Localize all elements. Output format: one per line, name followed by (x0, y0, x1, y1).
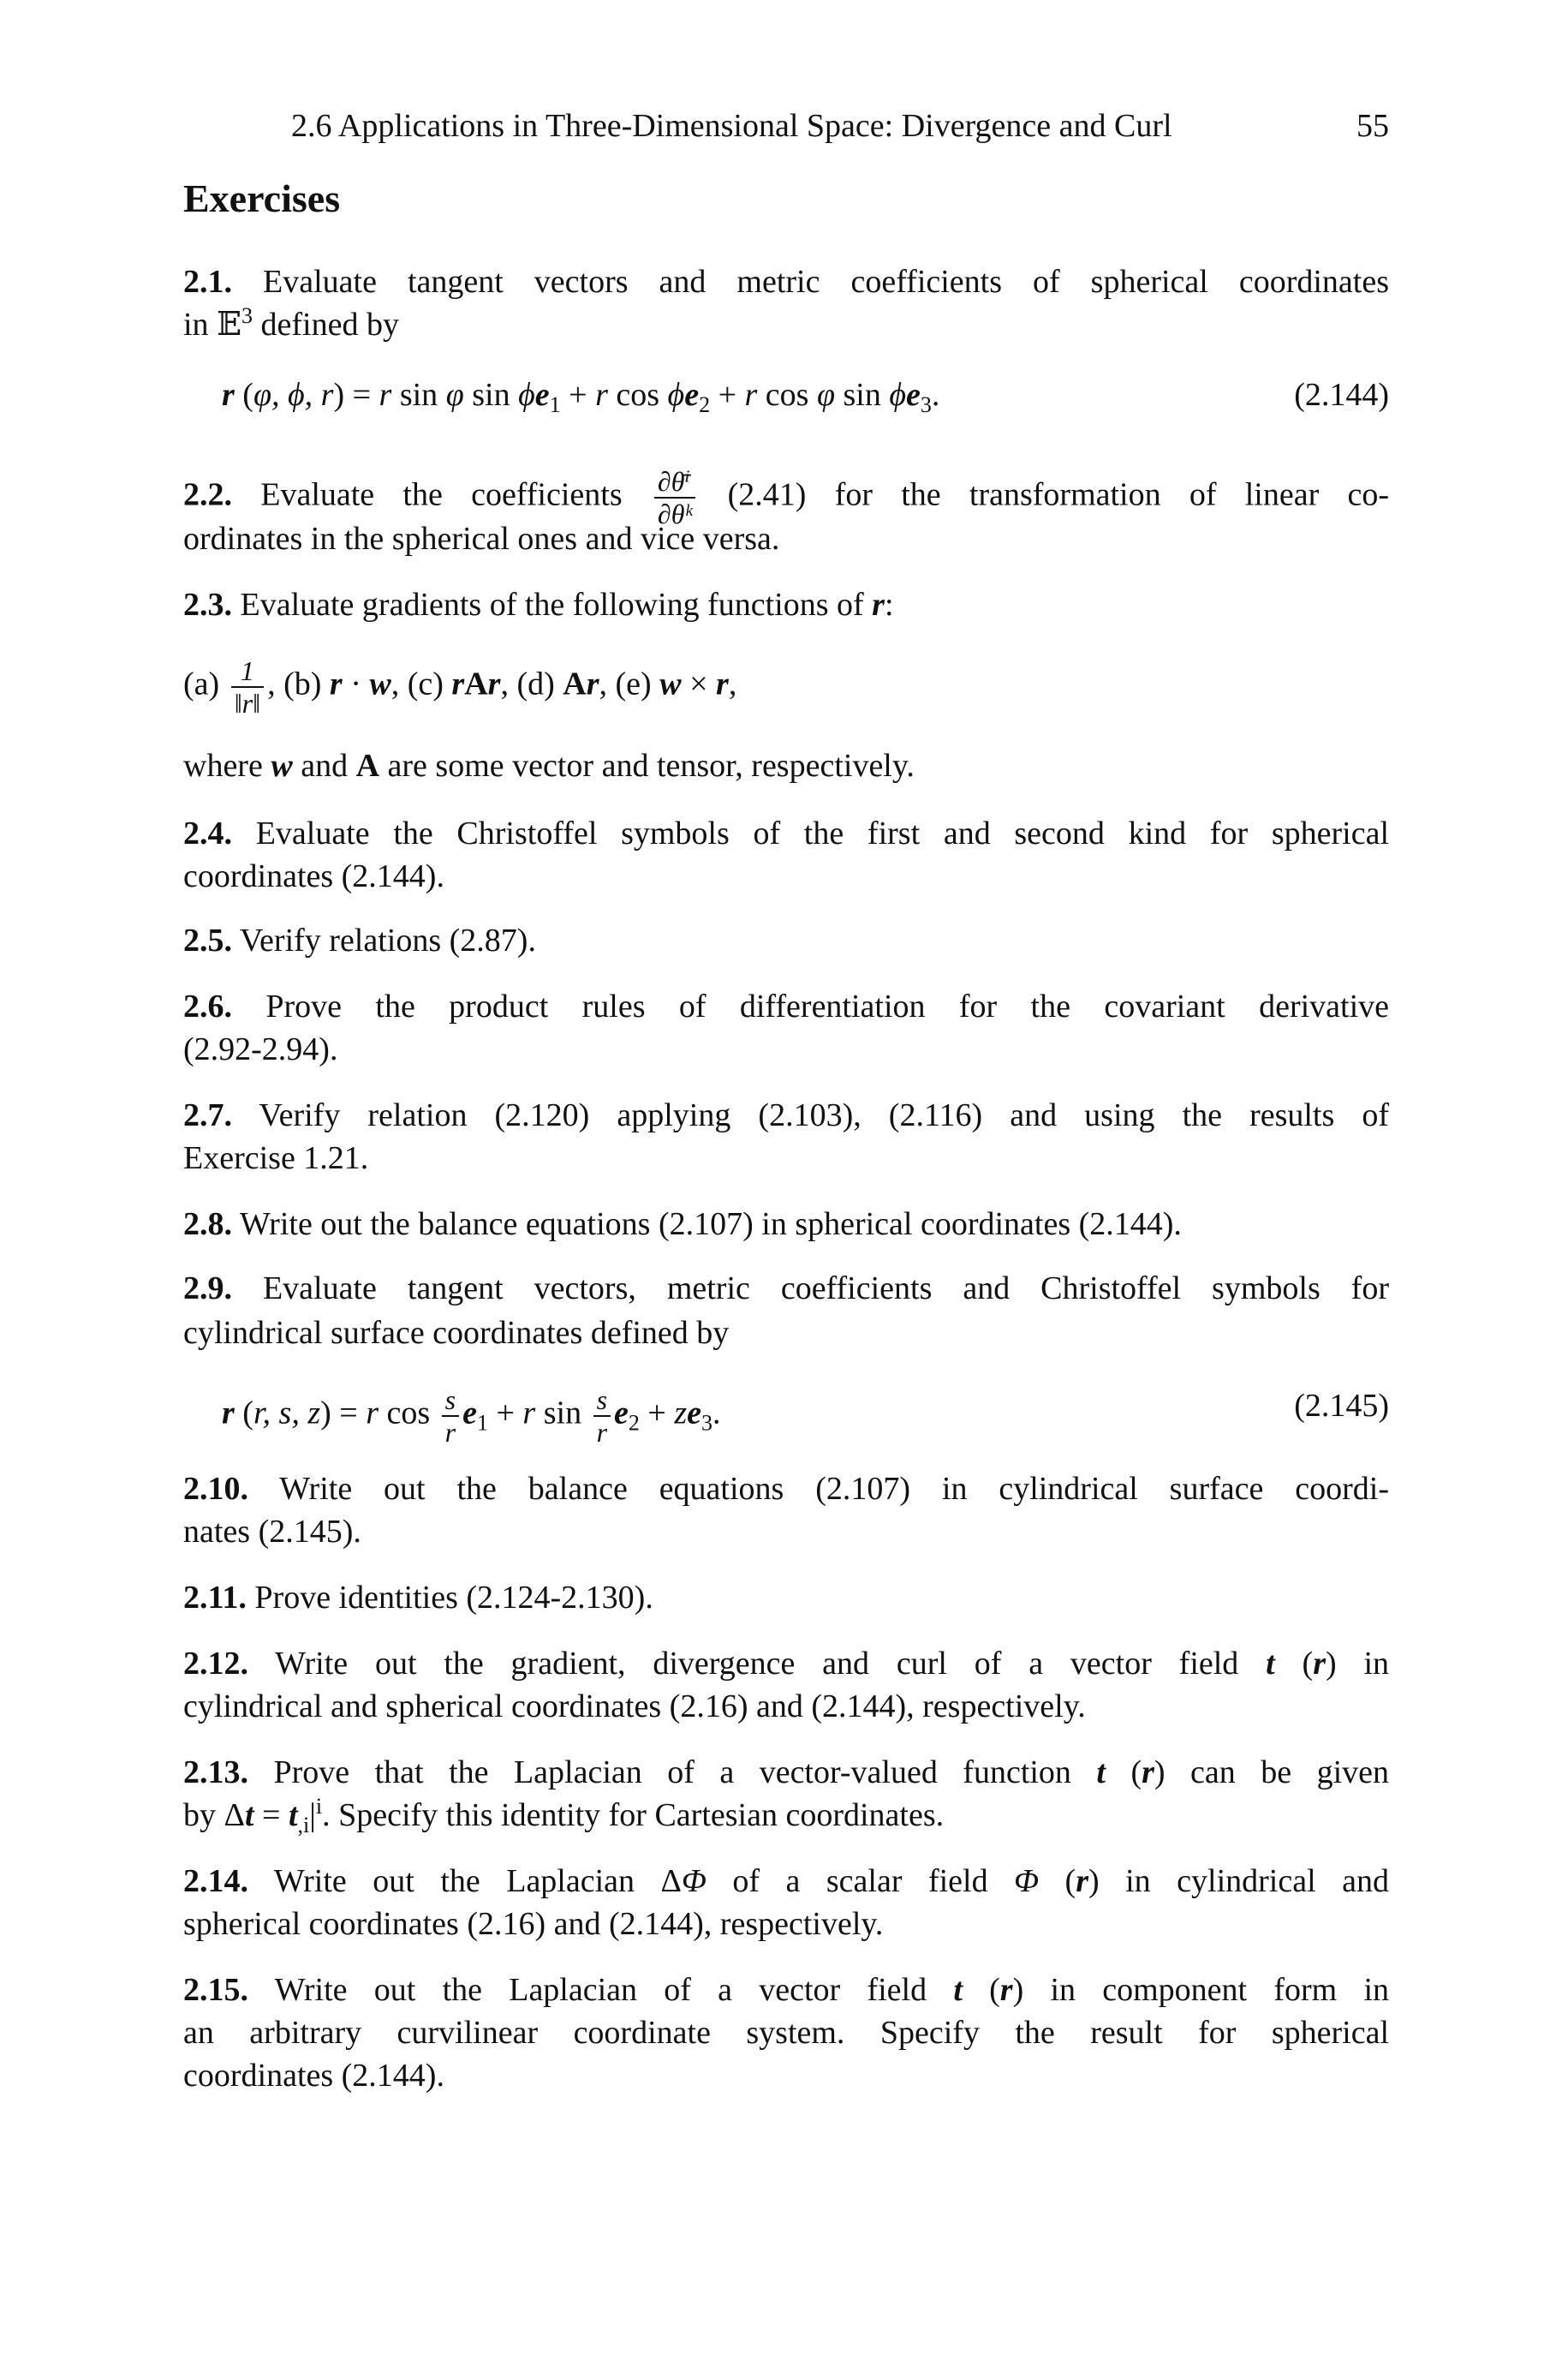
fraction (231, 655, 264, 719)
exercise-line (183, 1311, 1389, 1354)
text-run: coordinates (2.144). (183, 2058, 444, 2094)
text-run: | (309, 1797, 316, 1833)
math-vector: t (953, 1972, 963, 2008)
math-vector: w (369, 666, 391, 702)
text-run: , (d) (500, 666, 563, 702)
math-vector: A (563, 666, 587, 702)
text-run: 𝔼 (217, 307, 242, 343)
text-run: Verify relation (2.120) applying (2.103), (2.116) and using the results of (259, 1097, 1389, 1133)
math-symbol: r (379, 377, 392, 413)
exercise-line (183, 1969, 1389, 2011)
fraction-numerator: 1 (231, 655, 264, 688)
exercise-number: 2.15. (183, 1972, 248, 2008)
text-run: Write out the Laplacian Δ (273, 1863, 682, 1899)
math-vector: r (716, 666, 729, 702)
math-symbol: Φ (681, 1863, 706, 1899)
text-run: Evaluate tangent vectors and metric coefficients of spherical coordinates (263, 264, 1390, 300)
text-run: ordinates in the spherical ones and vice versa. (183, 521, 780, 557)
text-run: Evaluate tangent vectors, metric coefficients and Christoffel symbols for (262, 1270, 1389, 1306)
fraction-denominator: ∂θᵏ (657, 499, 693, 529)
text-run: ) = (333, 377, 379, 413)
text-run: , (728, 666, 737, 702)
equation (222, 1384, 1389, 1448)
equation-label: (2.145) (1294, 1388, 1389, 1424)
math-symbol: φ (816, 377, 835, 413)
exercise-line (183, 1685, 1389, 1728)
text-run: spherical coordinates (2.16) and (2.144), respectively. (183, 1906, 884, 1942)
text-run: nates (2.145). (183, 1514, 361, 1550)
math-vector: w (659, 666, 682, 702)
math-vector: e (684, 377, 700, 413)
exercise-number: 2.14. (183, 1863, 248, 1899)
math-script: i (315, 1794, 323, 1819)
math-vector: e (687, 1395, 702, 1431)
exercise-line (183, 1642, 1389, 1685)
text-run: ) in component form in (1012, 1972, 1390, 2008)
exercise-line (183, 1267, 1389, 1310)
fraction-denominator: r (444, 1417, 456, 1448)
text-run: sin (463, 377, 519, 413)
fraction (442, 1384, 459, 1448)
fraction (593, 1384, 611, 1448)
text-run: sin (391, 377, 446, 413)
text-run: Evaluate the Christoffel symbols of the first and second kind for spherical (255, 816, 1389, 851)
math-script: 1 (476, 1410, 488, 1436)
exercise-number: 2.12. (183, 1646, 248, 1682)
exercise-line (183, 466, 1390, 529)
text-run: × (681, 666, 717, 702)
text-run: . Specify this identity for Cartesian coordinates. (322, 1797, 945, 1833)
exercise-line (183, 2011, 1389, 2054)
math-vector: w (271, 748, 293, 784)
math-vector: r (487, 666, 501, 702)
text-run: sin (535, 1395, 590, 1431)
math-vector: A (355, 748, 380, 784)
text-run: : (884, 587, 894, 623)
exercise-line (183, 1094, 1389, 1137)
exercise-line (183, 1510, 1389, 1553)
exercise-number: 2.4. (183, 816, 232, 851)
math-symbol: z (674, 1395, 688, 1431)
fraction-denominator: r (596, 1417, 608, 1448)
exercise-line (183, 1903, 1389, 1945)
exercise-line (183, 260, 1389, 303)
text-run: are some vector and tensor, respectively. (379, 748, 915, 784)
text-run: , (e) (599, 666, 660, 702)
text-run: and (292, 748, 356, 784)
fraction-numerator: s (593, 1384, 611, 1417)
text-run: · (342, 666, 370, 702)
text-run: Write out the balance equations (2.107) in spherical coordinates (2.144). (239, 1206, 1182, 1242)
text-run: where (183, 748, 271, 784)
text-run: ( (1105, 1754, 1142, 1790)
text-run: + (639, 1395, 675, 1431)
text-run: ( (962, 1972, 1000, 2008)
math-vector: t (1096, 1754, 1106, 1790)
text-run: (2.41) for the transformation of linear co- (699, 476, 1390, 513)
math-symbol: ϕ (667, 377, 685, 413)
exercise-number: 2.9. (183, 1270, 232, 1306)
running-header-title: 2.6 Applications in Three-Dimensional Space: Divergence and Curl (291, 108, 1172, 144)
math-script: 3 (701, 1410, 713, 1436)
math-script: 2 (699, 392, 711, 417)
text-run: (a) (183, 666, 228, 702)
math-script: 3 (920, 392, 932, 417)
exercise-line (183, 1467, 1389, 1510)
math-vector: t (1266, 1646, 1275, 1682)
exercise-number: 2.6. (183, 989, 232, 1025)
exercise-number: 2.3. (183, 587, 232, 623)
text-run: + (560, 377, 596, 413)
exercise-line (183, 1576, 1389, 1619)
text-run: cos (379, 1395, 438, 1431)
text-run: Evaluate gradients of the following functions of (240, 587, 873, 623)
exercise-number: 2.13. (183, 1754, 248, 1790)
math-symbol: φ, ϕ, r (253, 377, 334, 413)
text-run: Prove identities (2.124-2.130). (254, 1580, 653, 1616)
text-run: Write out the balance equations (2.107) in cylindrical surface coordi- (279, 1471, 1389, 1507)
text-run: , (b) (267, 666, 330, 702)
text-run: , (c) (391, 666, 452, 702)
fraction-numerator: ∂θ̄ⁱ (654, 466, 696, 499)
math-vector: r (329, 666, 343, 702)
math-vector: e (534, 377, 550, 413)
exercise-line (183, 2054, 1389, 2097)
exercise-line (183, 655, 1389, 719)
exercise-number: 2.5. (183, 923, 232, 959)
math-symbol: ϕ (518, 377, 535, 413)
math-vector: e (614, 1395, 629, 1431)
exercise-line (183, 1794, 1389, 1837)
text-run: Write out the gradient, divergence and curl of a vector field (275, 1646, 1267, 1682)
text-run: coordinates (2.144). (183, 858, 444, 894)
equation-label: (2.144) (1294, 377, 1389, 413)
math-vector: r (872, 587, 885, 623)
text-run: ( (1039, 1863, 1076, 1899)
exercise-line (183, 303, 1389, 346)
text-run: Verify relations (2.87). (239, 923, 536, 959)
text-run: ( (234, 1395, 253, 1431)
exercise-line (183, 1860, 1389, 1903)
math-script: 2 (628, 1410, 640, 1436)
math-symbol: Φ (1014, 1863, 1040, 1899)
exercise-number: 2.8. (183, 1206, 232, 1242)
text-run: + (487, 1395, 523, 1431)
text-run: sin (834, 377, 890, 413)
text-run: ) = (320, 1395, 367, 1431)
math-symbol: r (366, 1395, 379, 1431)
text-run: ) in cylindrical and (1088, 1863, 1390, 1899)
text-run: Prove the product rules of differentiation for the covariant derivative (265, 989, 1390, 1025)
text-run: (2.92-2.94). (183, 1031, 338, 1067)
exercise-number: 2.11. (183, 1580, 247, 1616)
section-title: Exercises (183, 176, 341, 220)
exercise-line (183, 812, 1389, 855)
exercise-number: 2.1. (183, 264, 232, 300)
exercise-line (183, 919, 1389, 962)
exercise-line (183, 1028, 1389, 1071)
exercise-line (183, 517, 1389, 560)
math-symbol: r (744, 377, 758, 413)
fraction-denominator: ‖r‖ (234, 688, 261, 719)
text-run: cos (607, 377, 668, 413)
math-vector: t (244, 1797, 254, 1833)
math-vector: e (906, 377, 921, 413)
math-symbol: ϕ (889, 377, 907, 413)
exercise-line (183, 583, 1389, 626)
math-script: 1 (549, 392, 561, 417)
math-vector: r (451, 666, 465, 702)
equation (222, 373, 1389, 416)
text-run: ( (234, 377, 253, 413)
exercise-number: 2.7. (183, 1097, 232, 1133)
fraction-numerator: s (442, 1384, 459, 1417)
text-run: ( (1274, 1646, 1314, 1682)
text-run: Write out the Laplacian of a vector field (274, 1972, 954, 2008)
exercise-line (183, 1137, 1389, 1180)
text-run: cylindrical and spherical coordinates (2.16) and (2.144), respectively. (183, 1688, 1086, 1724)
math-vector: e (462, 1395, 477, 1431)
text-run: . (712, 1395, 721, 1431)
exercise-number: 2.2. (183, 476, 232, 513)
exercise-line (183, 855, 1389, 898)
math-vector: t (288, 1797, 298, 1833)
text-run: an arbitrary curvilinear coordinate system. Specify the result for spherical (183, 2015, 1389, 2051)
text-run: ) can be given (1154, 1754, 1390, 1790)
exercise-line (183, 1203, 1389, 1246)
math-script: ,i (297, 1813, 310, 1837)
math-symbol: r (595, 377, 608, 413)
text-run: + (710, 377, 745, 413)
exercise-number: 2.10. (183, 1471, 248, 1507)
text-run: Evaluate the coefficients (260, 476, 651, 513)
text-run: cos (757, 377, 817, 413)
text-run: by Δ (183, 1797, 245, 1833)
text-run: ) in (1325, 1646, 1390, 1682)
text-run: of a scalar field (706, 1863, 1015, 1899)
exercise-line (183, 744, 1389, 787)
exercise-line (183, 1751, 1389, 1794)
math-symbol: φ (445, 377, 464, 413)
math-vector: r (1313, 1646, 1326, 1682)
text-run: Exercise 1.21. (183, 1140, 369, 1176)
math-script: 3 (241, 303, 253, 328)
page-number: 55 (1356, 108, 1389, 144)
text-run: = (253, 1797, 289, 1833)
math-vector: r (222, 377, 235, 413)
math-vector: A (464, 666, 488, 702)
exercise-line (183, 985, 1389, 1028)
math-vector: r (1142, 1754, 1154, 1790)
math-vector: r (586, 666, 599, 702)
text-run: . (931, 377, 940, 413)
math-vector: r (1076, 1863, 1088, 1899)
math-vector: r (999, 1972, 1013, 2008)
text-run: in (183, 307, 218, 343)
text-run: cylindrical surface coordinates defined by (183, 1315, 730, 1351)
text-run: Prove that the Laplacian of a vector-valued function (273, 1754, 1097, 1790)
text-run: defined by (253, 307, 399, 343)
math-symbol: r, s, z (253, 1395, 321, 1431)
math-symbol: r (522, 1395, 536, 1431)
math-vector: r (222, 1395, 235, 1431)
